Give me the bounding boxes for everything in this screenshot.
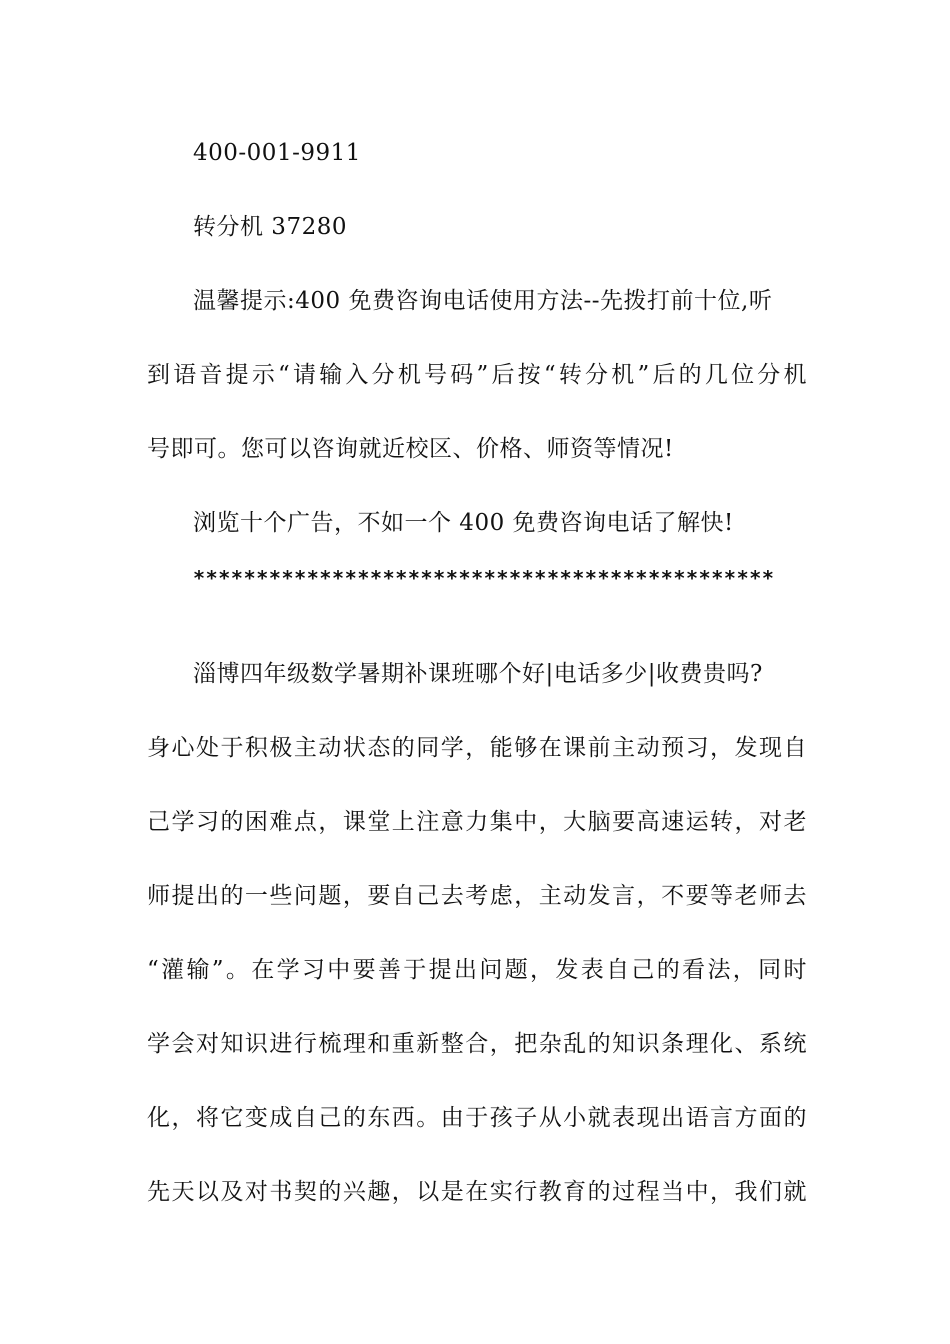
body-line: 身心处于积极主动状态的同学，能够在课前主动预习，发现自 bbox=[147, 735, 807, 761]
article-title: 淄博四年级数学暑期补课班哪个好|电话多少|收费贵吗? bbox=[193, 661, 763, 687]
slogan: 浏览十个广告，不如一个 400 免费咨询电话了解快! bbox=[193, 510, 734, 536]
body-line: 己学习的困难点，课堂上注意力集中，大脑要高速运转，对老 bbox=[147, 809, 807, 835]
body-line: 化，将它变成自己的东西。由于孩子从小就表现出语言方面的 bbox=[147, 1105, 807, 1131]
body-line: 先天以及对书契的兴趣，以是在实行教育的过程当中，我们就 bbox=[147, 1179, 807, 1205]
tip-line-1: 温馨提示:400 免费咨询电话使用方法--先拨打前十位,听 bbox=[193, 288, 773, 314]
body-line: 学会对知识进行梳理和重新整合，把杂乱的知识条理化、系统 bbox=[147, 1031, 807, 1057]
extension-number: 转分机 37280 bbox=[193, 214, 347, 240]
body-line: “灌输”。在学习中要善于提出问题，发表自己的看法，同时 bbox=[147, 957, 807, 983]
phone-number: 400-001-9911 bbox=[193, 140, 361, 166]
separator-line: ********************************************** bbox=[193, 566, 775, 590]
tip-line-3: 号即可。您可以咨询就近校区、价格、师资等情况! bbox=[147, 436, 674, 462]
tip-line-2: 到语音提示“请输入分机号码”后按“转分机”后的几位分机 bbox=[147, 362, 807, 388]
body-line: 师提出的一些问题，要自己去考虑，主动发言，不要等老师去 bbox=[147, 883, 807, 909]
